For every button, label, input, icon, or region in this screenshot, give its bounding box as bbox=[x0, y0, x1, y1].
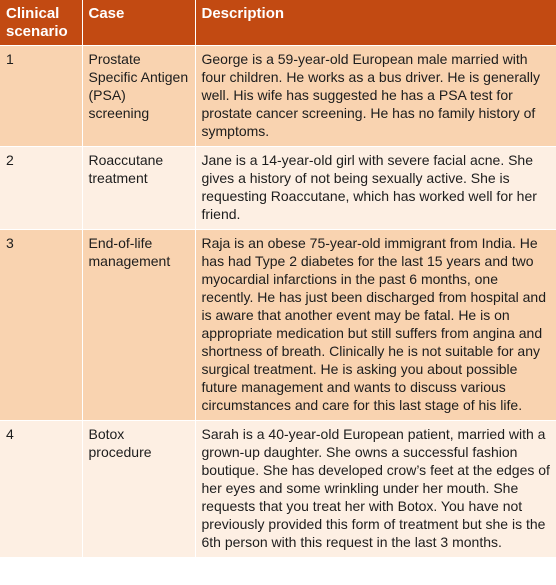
table-row bbox=[0, 46, 556, 147]
scenario-number: 3 bbox=[0, 230, 82, 421]
case-description: Sarah is a 40-year-old European patient, married with a grown-up daughter. She owns a successful fashion boutique. She has developed crow’s feet at the edges of her eyes and some wrinkling under her mouth. She requests that you treat her with Botox. You have not previously provided this form of treatment but she is the 6th person with this request in the last 3 months. bbox=[195, 421, 556, 558]
scenario-number: 4 bbox=[0, 421, 82, 558]
case-name: Prostate Specific Antigen (PSA) screening bbox=[82, 46, 195, 147]
header-clinical-scenario: Clinical scenario bbox=[0, 0, 82, 46]
case-description: George is a 59-year-old European male married with four children. He works as a bus driver. He is generally well. His wife has suggested he has a PSA test for prostate cancer screening. He has no family history of symptoms. bbox=[195, 46, 556, 147]
table-row bbox=[0, 230, 556, 421]
table-header-row bbox=[0, 0, 556, 46]
case-name: Roaccutane treatment bbox=[82, 147, 195, 230]
case-name: End-of-life management bbox=[82, 230, 195, 421]
scenario-number: 1 bbox=[0, 46, 82, 147]
table-row bbox=[0, 147, 556, 230]
case-description: Raja is an obese 75-year-old immigrant from India. He has had Type 2 diabetes for the last 15 years and two myocardial infarctions in the past 6 months, one recently. He has just been discharged from hospital and is aware that another event may be fatal. He is on appropriate medication but still suffers from angina and shortness of breath. Clinically he is not suitable for any surgical treatment. He is asking you about possible future management and wants to discuss various circumstances and care for this last stage of his life. bbox=[195, 230, 556, 421]
header-description: Description bbox=[195, 0, 556, 46]
case-description: Jane is a 14-year-old girl with severe facial acne. She gives a history of not being sexually active. She is requesting Roaccutane, which has worked well for her friend. bbox=[195, 147, 556, 230]
table-row bbox=[0, 421, 556, 558]
scenario-number: 2 bbox=[0, 147, 82, 230]
case-name: Botox procedure bbox=[82, 421, 195, 558]
header-case: Case bbox=[82, 0, 195, 46]
